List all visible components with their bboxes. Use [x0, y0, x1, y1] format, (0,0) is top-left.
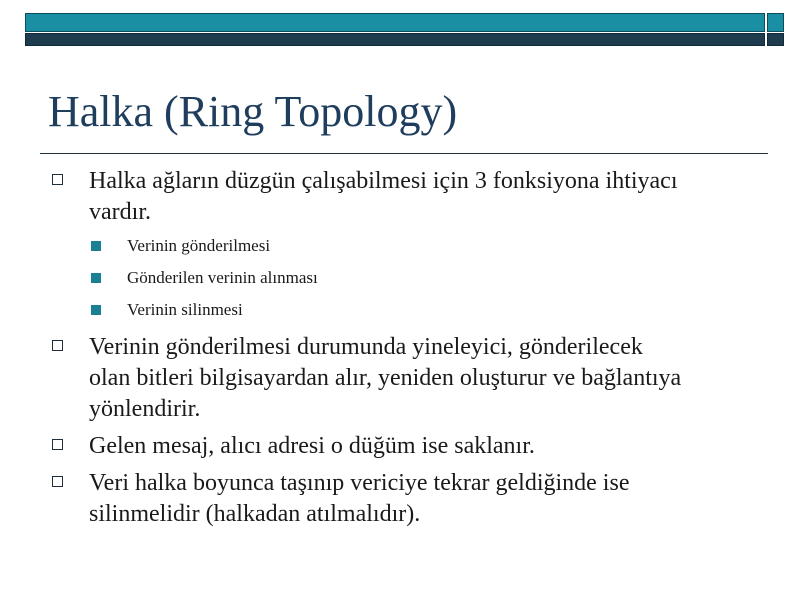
- bullet-item: [0, 468, 690, 530]
- bullet-item: [0, 332, 690, 425]
- hollow-square-bullet-icon: [52, 439, 63, 450]
- header-square-teal: [767, 13, 784, 32]
- bullet-text: Veri halka boyunca taşınıp vericiye tekrar geldiğinde ise silinmelidir (halkadan atılmalıdır).: [89, 470, 630, 527]
- hollow-square-bullet-icon: [52, 476, 63, 487]
- filled-square-bullet-icon: [91, 241, 101, 251]
- slide-title: Halka (Ring Topology): [48, 87, 458, 136]
- filled-square-bullet-icon: [91, 305, 101, 315]
- header-square-navy: [767, 33, 784, 46]
- hollow-square-bullet-icon: [52, 340, 63, 351]
- sub-bullet-text: Verinin gönderilmesi: [127, 236, 271, 255]
- bullet-item: [0, 431, 690, 462]
- header-bar-navy: [25, 33, 765, 46]
- bullet-text: Gelen mesaj, alıcı adresi o düğüm ise saklanır.: [89, 433, 535, 459]
- sub-bullet-item: [0, 298, 800, 322]
- bullet-text: Verinin gönderilmesi durumunda yineleyici, gönderilecek olan bitleri bilgisayardan alır, yeniden oluşturur ve bağlantıya yönlendirir.: [89, 334, 682, 422]
- sub-bullet-item: [0, 266, 800, 290]
- sub-bullet-text: Gönderilen verinin alınması: [127, 268, 318, 287]
- bullet-text: Halka ağların düzgün çalışabilmesi için 3 fonksiyona ihtiyacı vardır.: [89, 168, 678, 225]
- slide-body: [0, 166, 800, 536]
- sub-bullet-item: [0, 234, 800, 258]
- filled-square-bullet-icon: [91, 273, 101, 283]
- header-bar-teal: [25, 13, 765, 32]
- hollow-square-bullet-icon: [52, 174, 63, 185]
- title-divider: [40, 153, 768, 154]
- sub-bullet-text: Verinin silinmesi: [127, 300, 243, 319]
- bullet-item: [0, 166, 690, 228]
